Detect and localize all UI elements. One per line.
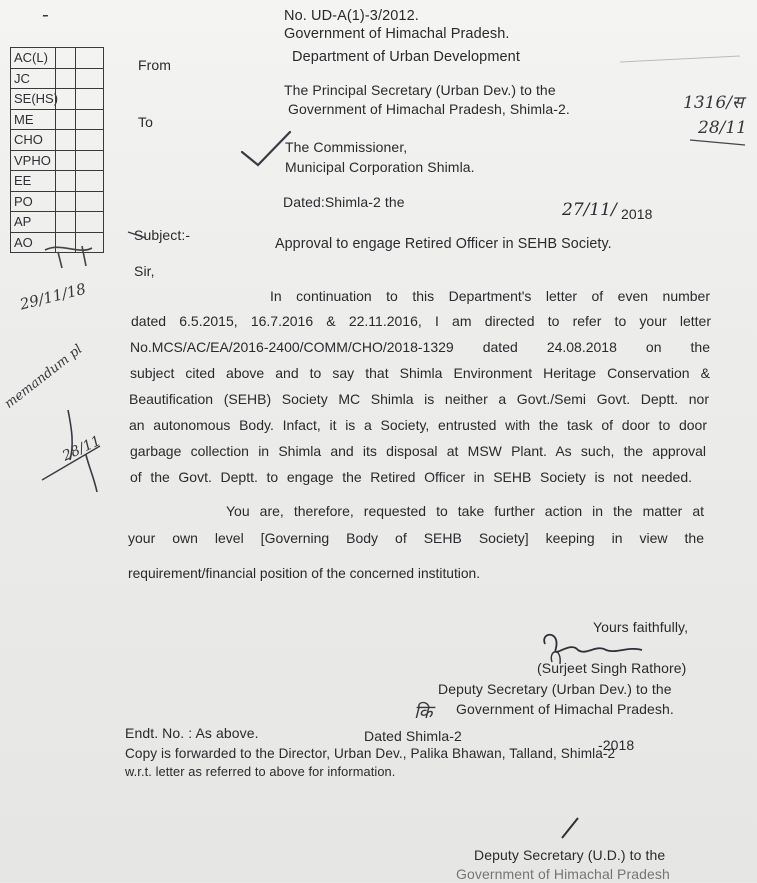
endorsement-copy-line-1: Copy is forwarded to the Director, Urban Dev., Palika Bhawan, Talland, Shimla-2 [125,746,616,761]
initial-mark: कि [414,702,433,723]
para1-line-1: In continuation to this Department's letter of even number [270,288,710,304]
checklist-label: AC(L) [14,50,48,65]
checklist-row [11,47,103,68]
para1-line-3: No.MCS/AC/EA/2016-2400/COMM/CHO/2018-1329 dated 24.08.2018 on the [130,339,710,355]
to-line-1: The Commissioner, [285,139,408,155]
para1-line-7: garbage collection in Shimla and its disposal at MSW Plant. As such, the approval [130,443,706,459]
checklist-label: AP [14,214,32,229]
to-label: To [138,114,153,130]
para2-line-1: You are, therefore, requested to take further action in the matter at [226,503,704,519]
endorsement-dated: Dated Shimla-2 [364,728,462,744]
para2-line-2: your own level [Governing Body of SEHB Society] keeping in view the [128,530,704,546]
endorsement-number: Endt. No. : As above. [125,725,259,741]
dated-year: 2018 [621,206,653,222]
para1-line-6: an autonomous Body. Infact, it is a Society, entrusted with the task of door to door [129,417,707,433]
receipt-date: 28/11 [698,118,747,138]
para1-line-2: dated 6.5.2015, 16.7.2016 & 22.11.2016, I am directed to refer to your letter [131,313,711,329]
checklist-row [11,109,103,130]
checklist-row [11,232,103,254]
from-line-2: Government of Himachal Pradesh, Shimla-2. [288,101,570,117]
from-line-1: The Principal Secretary (Urban Dev.) to the [284,82,556,98]
dated-label: Dated:Shimla-2 the [283,194,405,210]
handwritten-date: 27/11/ [562,200,617,220]
checklist-row [11,129,103,150]
margin-note-date: 29/11/18 [18,279,88,314]
checklist-row [11,88,103,109]
top-handwritten-mark: - [42,2,49,26]
checklist-label: PO [14,193,33,209]
para1-line-4: subject cited above and to say that Shimla Environment Heritage Conservation & [130,365,710,381]
margin-note-remark: memandum pl [2,342,86,412]
signatory-designation-1: Deputy Secretary (Urban Dev.) to the [438,681,672,697]
margin-note-date-2: 28/11 [60,432,104,465]
checklist-label: ME [14,111,34,127]
endorsement-copy-line-2: w.r.t. letter as referred to above for information. [125,764,396,779]
checklist-label: SE(HS) [14,91,59,106]
checklist-row [11,170,103,191]
checklist-label: EE [14,173,32,188]
para1-line-5: Beautification (SEHB) Society MC Shimla is neither a Govt./Semi Govt. Deptt. nor [129,391,709,407]
footer-designation-2: Government of Himachal Pradesh [456,866,670,882]
subject-label: Subject:- [134,227,191,243]
department-name: Department of Urban Development [292,49,520,65]
checklist-label: VPHO [14,152,51,168]
salutation: Sir, [134,263,155,279]
checklist-row [11,211,103,232]
receipt-number: 1316/स [683,93,744,113]
to-line-2: Municipal Corporation Shimla. [285,159,475,175]
government-name: Government of Himachal Pradesh. [284,26,510,42]
signatory-name: (Surjeet Singh Rathore) [537,660,687,676]
subject-text: Approval to engage Retired Officer in SEHB Society. [275,236,612,252]
checklist-label: JC [14,70,30,86]
yours-faithfully: Yours faithfully, [593,619,689,635]
checklist-label: AO [14,234,33,250]
endorsement-year: -2018 [598,737,635,753]
checklist-row [11,191,103,212]
para2-line-3: requirement/financial position of the concerned institution. [128,566,481,581]
signatory-designation-2: Government of Himachal Pradesh. [456,701,674,717]
para1-line-8: of the Govt. Deptt. to engage the Retired Officer in SEHB Society is not needed. [130,469,692,485]
checklist-row [11,150,103,171]
checklist-row [11,68,103,89]
checklist-label: CHO [14,132,43,147]
footer-designation-1: Deputy Secretary (U.D.) to the [474,847,666,863]
file-number: No. UD-A(1)-3/2012. [284,8,419,24]
from-label: From [138,57,172,73]
routing-checklist [10,47,104,253]
